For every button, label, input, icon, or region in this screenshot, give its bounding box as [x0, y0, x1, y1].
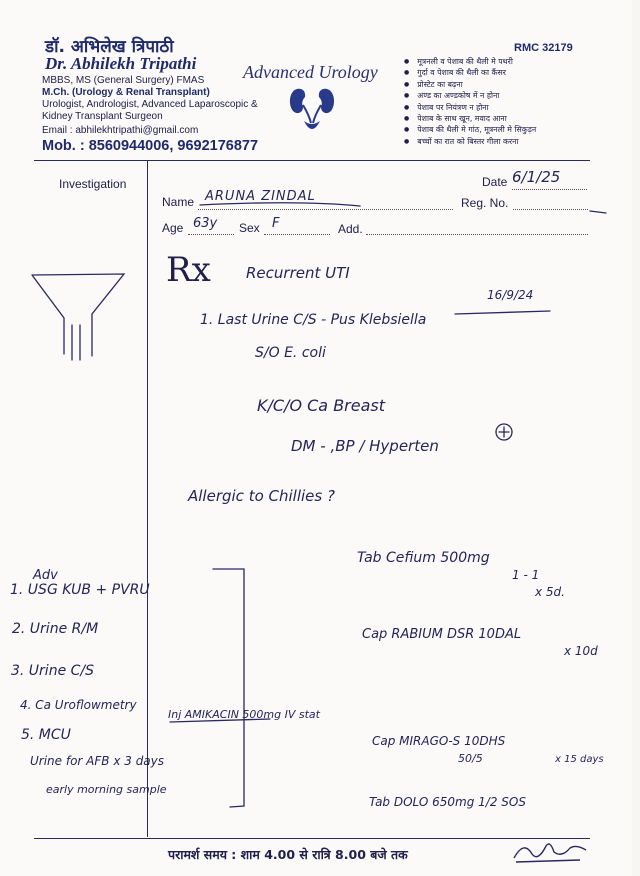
doctor-mobile: Mob. : 8560944006, 9692176877	[42, 138, 259, 154]
advice-heading: Adv	[33, 568, 58, 583]
service-item: ● पेशाब पर नियंत्रण न होना	[404, 102, 536, 113]
rmc-number: RMC 32179	[514, 42, 573, 54]
pus-strike	[455, 311, 550, 314]
rx-symbol: Rx	[166, 250, 211, 290]
doctor-signature	[510, 836, 590, 870]
rx-line: K/C/O Ca Breast	[257, 396, 385, 415]
rx-line: Tab DOLO 650mg 1/2 SOS	[369, 795, 526, 809]
funnel-sketch	[32, 274, 124, 360]
rx-line: x 15 days	[555, 754, 604, 765]
rx-line: 16/9/24	[487, 288, 534, 302]
service-item: ● बच्चों का रात को बिस्तर गीला करना	[404, 136, 536, 147]
date-label: Date	[482, 175, 508, 189]
rx-line: 1 - 1	[512, 568, 540, 582]
advice-item: 1. USG KUB + PVRU	[10, 582, 150, 598]
service-item: ● प्रोस्टेट का बढ़ना	[404, 79, 536, 90]
advice-item: 2. Urine R/M	[12, 621, 99, 637]
doctor-degrees: MBBS, MS (General Surgery) FMAS	[42, 75, 205, 86]
bracket-sketch	[213, 569, 244, 807]
amikacin-underline	[170, 719, 270, 722]
sex-label: Sex	[239, 221, 260, 235]
tick-mark	[590, 211, 606, 213]
age-label: Age	[162, 221, 184, 235]
rx-line: 50/5	[458, 752, 483, 765]
doctor-name-hindi: डॉ. अभिलेख त्रिपाठी	[45, 37, 174, 57]
address-label: Add.	[338, 222, 363, 236]
patient-sex: F	[272, 216, 280, 231]
doctor-specialization: M.Ch. (Urology & Renal Transplant)	[42, 87, 210, 98]
brand-title: Advanced Urology	[243, 62, 378, 82]
service-item: ● गुर्दा व पेशाब की थैली का कैंसर	[404, 67, 536, 78]
doctor-roles-line1: Urologist, Andrologist, Advanced Laparoscopic &	[42, 99, 258, 110]
rx-line: S/O E. coli	[255, 345, 326, 361]
doctor-roles-line2: Kidney Transplant Surgeon	[42, 111, 163, 122]
rx-line: Recurrent UTI	[246, 264, 350, 282]
rx-line: x 5d.	[535, 585, 565, 599]
patient-name: ARUNA ZINDAL	[205, 189, 316, 204]
doctor-email: Email : abhilekhtripathi@gmail.com	[42, 125, 199, 136]
doctor-name: Dr. Abhilekh Tripathi	[45, 54, 197, 73]
rx-line: Allergic to Chillies ?	[188, 487, 335, 505]
advice-item: 3. Urine C/S	[11, 663, 95, 679]
rx-line: Tab Cefium 500mg	[357, 550, 490, 566]
name-label: Name	[162, 195, 195, 209]
plus-circle-icon	[496, 424, 512, 440]
service-item: ● पेशाब की थैली मे गांठ, मूत्रनली मे सिकुड़न	[404, 124, 536, 135]
advice-item: Urine for AFB x 3 days	[30, 754, 165, 768]
date-value: 6/1/25	[512, 168, 561, 186]
service-item: ● अण्ड का अण्डकोष में न होना	[404, 90, 536, 101]
advice-item: 5. MCU	[21, 727, 71, 743]
rx-line: Cap RABIUM DSR 10DAL	[362, 627, 522, 642]
reg-no-label: Reg. No.	[461, 196, 509, 210]
rx-line: x 10d	[564, 644, 598, 658]
name-underline	[200, 203, 360, 206]
investigation-label: Investigation	[59, 177, 127, 191]
rx-line: 1. Last Urine C/S - Pus Klebsiella	[200, 312, 427, 328]
patient-age: 63y	[193, 216, 218, 231]
consultation-time: परामर्श समय : शाम 4.00 से रात्रि 8.00 बजे तक	[168, 847, 408, 862]
service-item: ● मूत्रनली व पेशाब की थैली मे पथरी	[404, 56, 536, 67]
advice-item: 4. Ca Uroflowmetry	[20, 698, 137, 712]
advice-item: early morning sample	[46, 783, 167, 796]
service-item: ● पेशाब के साथ खून, मवाद आना	[404, 113, 536, 124]
rx-line: Cap MIRAGO-S 10DHS	[372, 734, 506, 748]
rx-line: DM - ,BP / Hyperten	[291, 437, 439, 455]
rx-line: Inj AMIKACIN 500mg IV stat	[168, 708, 320, 721]
